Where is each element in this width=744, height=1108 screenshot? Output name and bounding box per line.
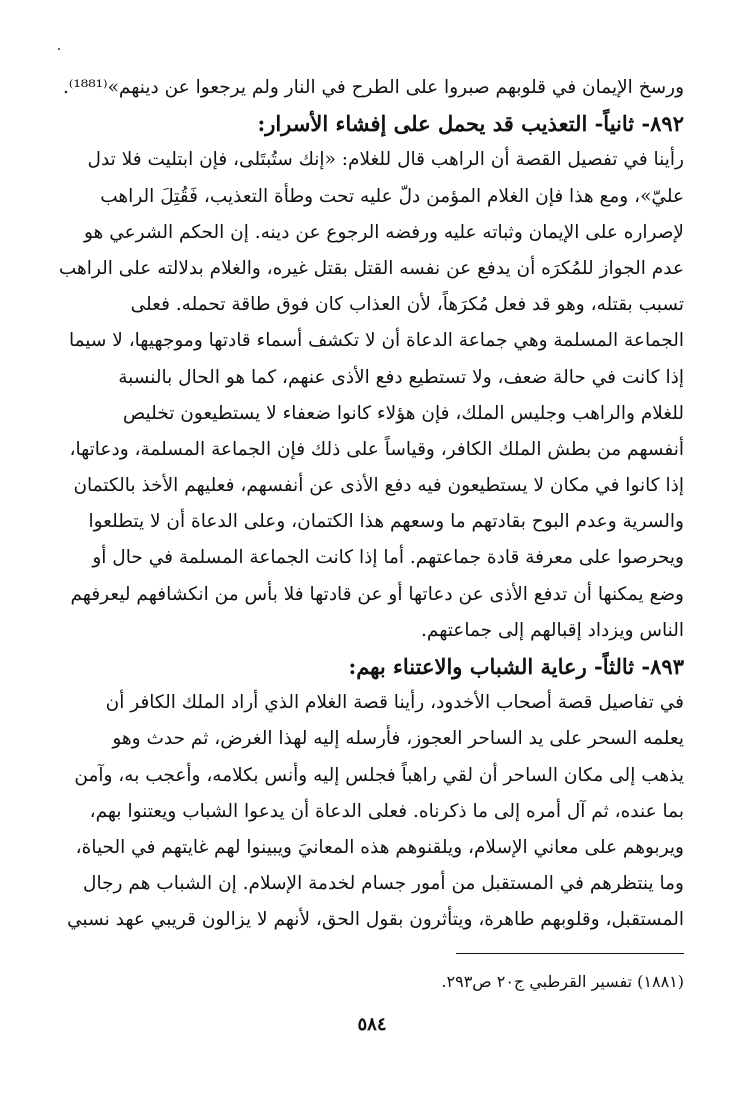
- text-line: تسبب بقتله، وهو قد فعل مُكرَهاً، لأن العذاب كان فوق طاقة تحمله. فعلى: [130, 294, 684, 316]
- text-line: لإصراره على الإيمان وثباته عليه ورفضه الرجوع عن دينه. إن الحكم الشرعي هو: [84, 221, 684, 243]
- text-line: عليّ»، ومع هذا فإن الغلام المؤمن دلّ عليه تحت وطأة التعذيب، فَقُتِلَ الراهب: [100, 185, 684, 207]
- text-line: الناس ويزداد إقبالهم إلى جماعتهم.: [421, 619, 684, 641]
- text-line: ورسخ الإيمان في قلوبهم صبروا على الطرح في النار ولم يرجعوا عن دينهم»⁽¹⁸⁸¹⁾.: [62, 77, 684, 98]
- scan-speck: [58, 48, 60, 50]
- main-text: [58, 70, 684, 939]
- section-heading-892: ٨٩٢- ثانياً- التعذيب قد يحمل على إفشاء الأسرار:: [257, 111, 684, 137]
- footnote-divider: [456, 953, 684, 954]
- text-line: عدم الجواز للمُكرَه أن يدفع عن نفسه القتل بقتل غيره، والغلام بدلالته على الراهب: [58, 257, 684, 279]
- text-line: والسرية وعدم البوح بقادتهم ما وسعهم هذا الكتمان، وعلى الدعاة أن لا يتطلعوا: [88, 511, 684, 533]
- text-line: يذهب إلى مكان الساحر أن لقي راهباً فجلس إليه وأنس بكلامه، وأعجب به، وآمن: [74, 764, 684, 786]
- text-line: المستقبل، وقلوبهم طاهرة، ويتأثرون بقول الحق، لأنهم لا يزالون قريبي عهد نسبي: [67, 909, 684, 931]
- text-line: رأينا في تفصيل القصة أن الراهب قال للغلام: «إنك ستُبتَلى، فإن ابتليت فلا تدل: [87, 149, 684, 171]
- text-line: وضع يمكنها أن تدفع الأذى عن دعاتها أو عن قادتها فلا بأس من انكشافهم ليعرفهم: [70, 583, 684, 605]
- text-line: في تفاصيل قصة أصحاب الأخدود، رأينا قصة الغلام الذي أراد الملك الكافر أن: [105, 692, 684, 714]
- text-line: إذا كانت في حالة ضعف، ولا تستطيع دفع الأذى عنهم، كما هو الحال بالنسبة: [118, 366, 684, 388]
- text-line: وما ينتظرهم في المستقبل من أمور جسام لخدمة الإسلام. إن الشباب هم رجال: [83, 873, 684, 895]
- section-heading-893: ٨٩٣- ثالثاً- رعاية الشباب والاعتناء بهم:: [348, 654, 684, 679]
- text-line: للغلام والراهب وجليس الملك، فإن هؤلاء كانوا ضعفاء لا يستطيعون تخليص: [122, 402, 684, 424]
- footnote: (١٨٨١) تفسير القرطبي ج٢٠ ص٢٩٣.: [441, 972, 684, 991]
- text-line: ويحرصوا على معرفة قادة جماعتهم. أما إذا كانت الجماعة المسلمة في حال أو: [92, 547, 684, 569]
- text-line: أنفسهم من بطش الملك الكافر، وقياساً على ذلك فإن الجماعة المسلمة، ودعاتها،: [69, 438, 684, 460]
- text-line: إذا كانوا في مكان لا يستطيعون فيه دفع الأذى عن أنفسهم، فعليهم الأخذ بالكتمان: [73, 475, 684, 497]
- text-line: يعلمه السحر على يد الساحر العجوز، فأرسله إليه لهذا الغرض، ثم حدث وهو: [112, 728, 684, 750]
- text-line: الجماعة المسلمة وهي جماعة الدعاة أن لا تكشف أسماء قادتها وموجهيها، لا سيما: [68, 330, 684, 352]
- text-line: ويربوهم على معاني الإسلام، ويلقنوهم هذه المعانيَ ويبينوا لهم غايتهم في الحياة،: [75, 836, 684, 858]
- page-number: ٥٨٤: [357, 1014, 387, 1035]
- text-line: بما عنده، ثم آل أمره إلى ما ذكرناه. فعلى الدعاة أن يدعوا الشباب ويعتنوا بهم،: [89, 800, 684, 822]
